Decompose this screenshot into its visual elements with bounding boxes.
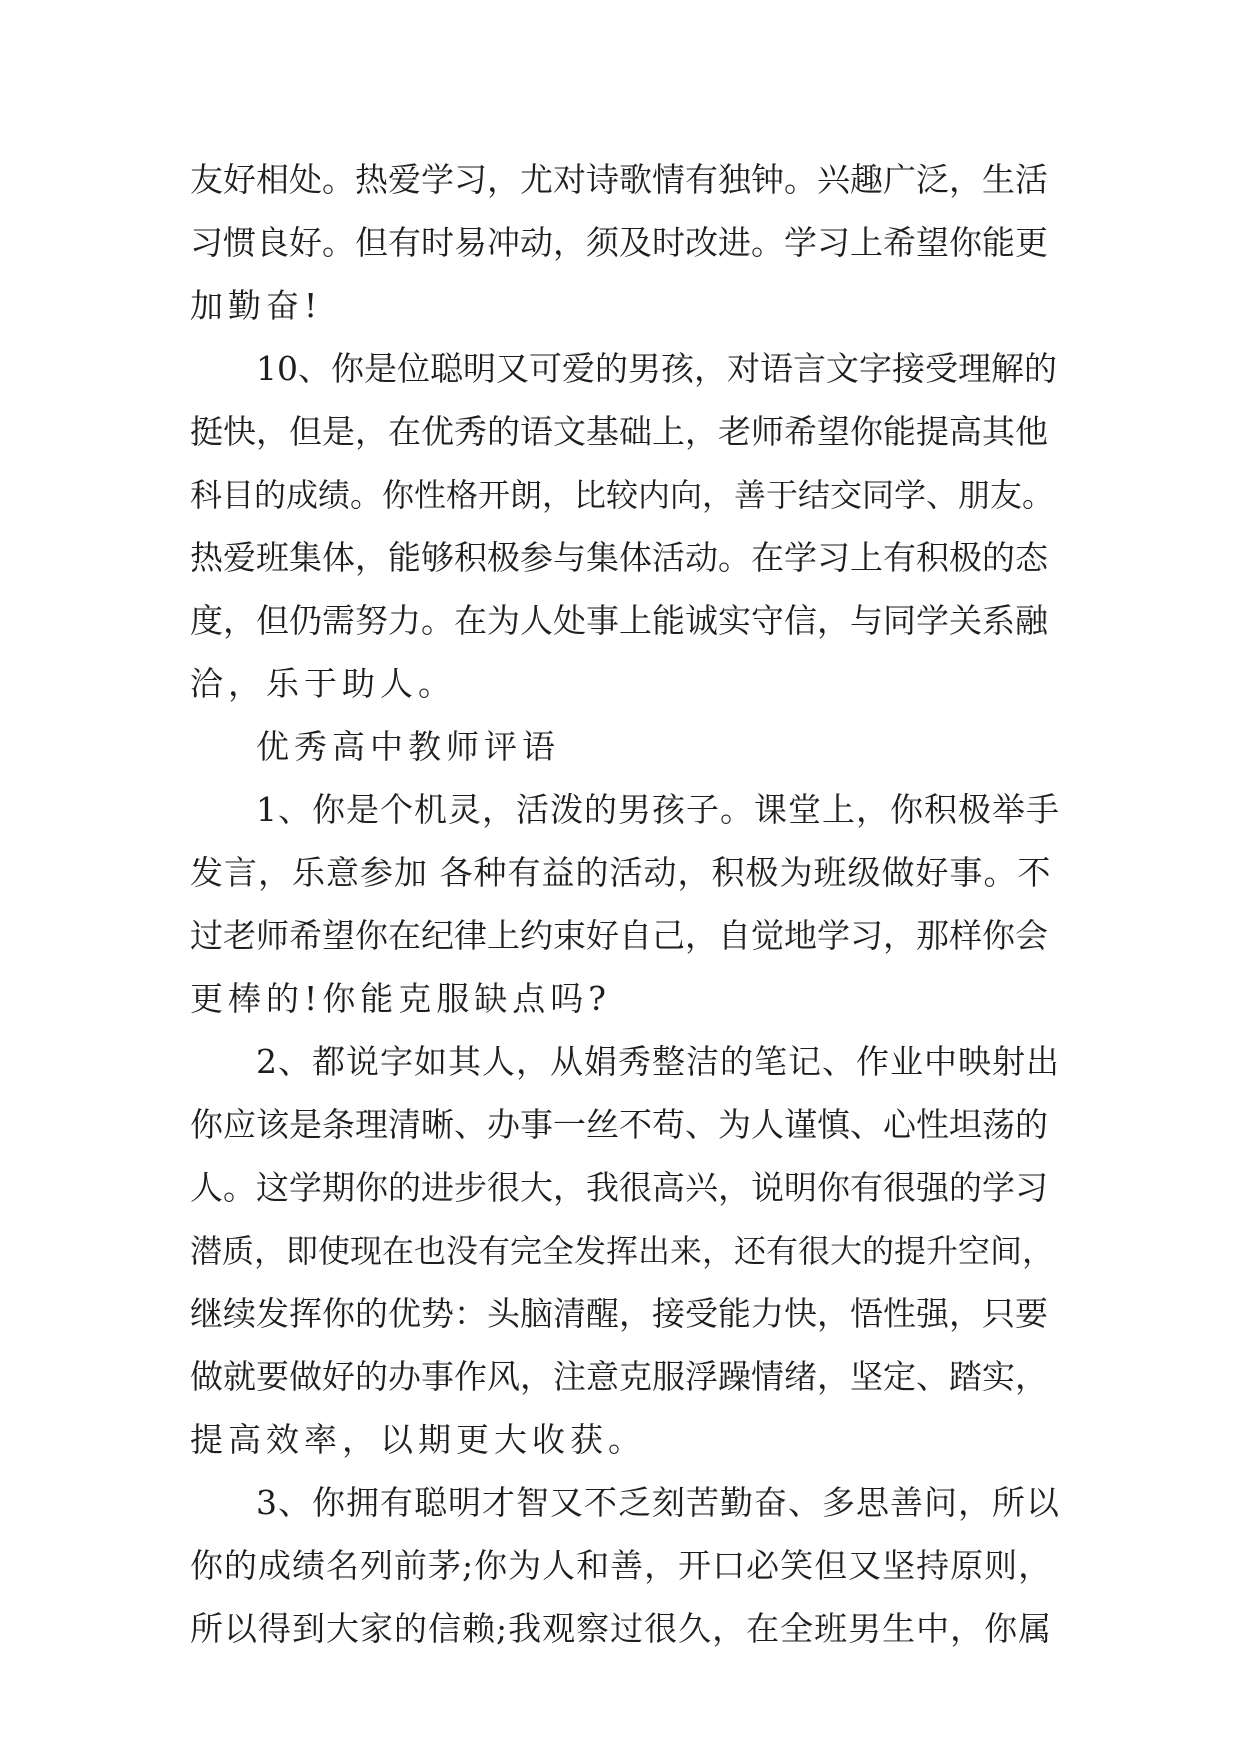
text-line: 人。这学期你的进步很大，我很高兴，说明你有很强的学习 <box>190 1168 1048 1207</box>
section-heading: 优秀高中教师评语 <box>256 727 560 766</box>
paragraph-start-line: 2、都说字如其人，从娟秀整洁的笔记、作业中映射出 <box>256 1042 1060 1081</box>
text-line: 热爱班集体，能够积极参与集体活动。在学习上有积极的态 <box>190 538 1048 577</box>
text-line: 洽，乐于助人。 <box>190 664 456 703</box>
text-line: 科目的成绩。你性格开朗，比较内向，善于结交同学、朋友。 <box>190 476 1055 514</box>
text-line: 所以得到大家的信赖;我观察过很久，在全班男生中，你属 <box>190 1609 1053 1648</box>
text-line: 继续发挥你的优势：头脑清醒，接受能力快，悟性强，只要 <box>190 1294 1048 1333</box>
text-line: 你的成绩名列前茅;你为人和善，开口必笑但又坚持原则， <box>190 1546 1053 1585</box>
paragraph-start-line: 10、你是位聪明又可爱的男孩，对语言文字接受理解的 <box>256 349 1057 388</box>
text-line: 挺快，但是，在优秀的语文基础上，老师希望你能提高其他 <box>190 412 1048 451</box>
text-line: 做就要做好的办事作风，注意克服浮躁情绪，坚定、踏实， <box>190 1357 1048 1396</box>
paragraph-start-line: 3、你拥有聪明才智又不乏刻苦勤奋、多思善问，所以 <box>256 1483 1060 1522</box>
text-line: 发言，乐意参加 各种有益的活动，积极为班级做好事。不 <box>190 853 1052 892</box>
text-line: 友好相处。热爱学习，尤对诗歌情有独钟。兴趣广泛，生活 <box>190 160 1048 199</box>
text-line: 提高效率，以期更大收获。 <box>190 1420 646 1459</box>
paragraph-start-line: 1、你是个机灵，活泼的男孩子。课堂上，你积极举手 <box>256 790 1060 829</box>
text-line: 更棒的!你能克服缺点吗? <box>190 979 611 1018</box>
text-line: 你应该是条理清晰、办事一丝不苟、为人谨慎、心性坦荡的 <box>190 1105 1048 1144</box>
text-line: 潜质，即使现在也没有完全发挥出来，还有很大的提升空间， <box>190 1232 1055 1270</box>
text-line: 过老师希望你在纪律上约束好自己，自觉地学习，那样你会 <box>190 916 1048 955</box>
text-line: 度，但仍需努力。在为人处事上能诚实守信，与同学关系融 <box>190 601 1048 640</box>
text-line: 习惯良好。但有时易冲动，须及时改进。学习上希望你能更 <box>190 223 1048 262</box>
text-line: 加勤奋! <box>190 286 323 325</box>
